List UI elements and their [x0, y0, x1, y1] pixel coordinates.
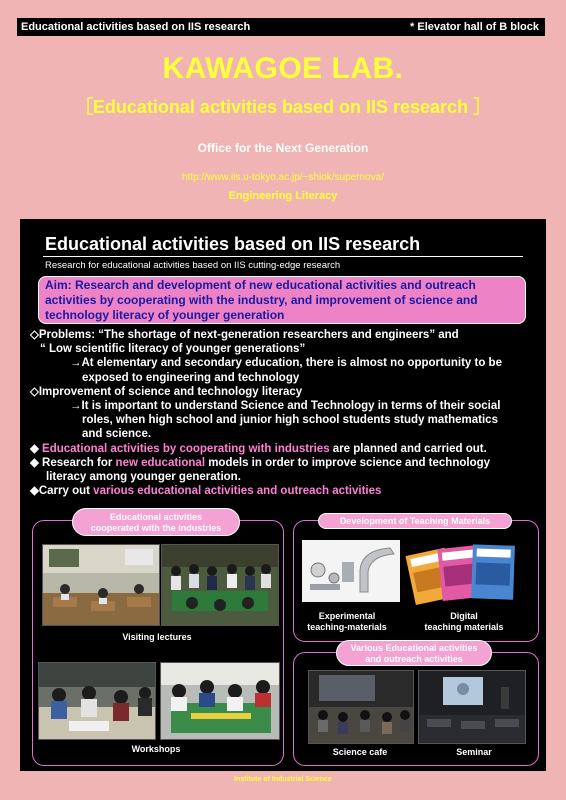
workshop-photo-2 — [160, 662, 280, 740]
bullet-text: models in order to improve science and technology — [205, 456, 491, 469]
bullet-highlight: various educational activities and outreach activities — [93, 485, 382, 498]
caption-line: Experimental — [318, 611, 376, 621]
body-line: and science. — [82, 428, 152, 441]
pill-line: cooperated with the industries — [90, 523, 222, 533]
body-line: →At elementary and secondary education, there is almost no opportunity to be — [70, 357, 502, 370]
caption-visiting-lectures: Visiting lectures — [122, 632, 192, 642]
caption-workshops: Workshops — [131, 744, 181, 754]
caption-line: teaching materials — [424, 622, 504, 632]
office-name: Office for the Next Generation — [197, 141, 369, 155]
digital-material-photo — [404, 539, 524, 607]
footer-institute: Institute of Industrial Science — [234, 776, 332, 783]
experimental-material-photo — [302, 540, 400, 602]
science-cafe-photo — [308, 670, 414, 744]
body-text — [30, 328, 540, 498]
panel-title: Educational activities based on IIS research — [45, 234, 421, 254]
bullet-highlight: new educational — [115, 456, 206, 469]
pill-line: Development of Teaching Materials — [339, 516, 491, 526]
industry-pill — [72, 508, 240, 536]
pill-line: and outreach activities — [365, 654, 463, 664]
bullet-marker: ◆ — [30, 442, 43, 455]
body-line: exposed to engineering and technology — [82, 371, 300, 384]
caption-seminar: Seminar — [456, 747, 492, 757]
subtitle: ［Educational activities based on IIS research ］ — [74, 97, 492, 117]
caption-line: teaching-materials — [307, 622, 387, 632]
bullet-industries — [30, 442, 540, 456]
lab-title: KAWAGOE LAB. — [162, 52, 404, 85]
aim-box — [38, 276, 526, 324]
title-divider — [43, 256, 523, 257]
body-line: ◇Improvement of science and technology literacy — [30, 385, 303, 398]
body-line: ◇Problems: “The shortage of next-generation researchers and engineers” and — [30, 329, 459, 341]
panel-subtitle: Research for educational activities based on IIS cutting-edge research — [45, 260, 341, 271]
aim-line: technology literacy of younger generation — [45, 308, 285, 322]
visiting-lecture-photo-1 — [42, 544, 160, 626]
body-line: “ Low scientific literacy of younger generations” — [40, 343, 306, 356]
bullet-highlight: Educational activities by cooperating with industries — [42, 442, 330, 455]
materials-pill — [318, 513, 512, 529]
bullet-outreach — [30, 484, 540, 498]
aim-line: Aim: Research and development of new educational activities and outreach — [45, 278, 476, 292]
seminar-photo — [418, 670, 526, 744]
body-line: roles, when high school and junior high school students study mathematics — [82, 414, 498, 427]
body-line: →It is important to understand Science and Technology in terms of their social — [70, 400, 501, 413]
workshop-photo-1 — [38, 662, 156, 740]
top-bar-right: * Elevator hall of B block — [410, 21, 539, 33]
top-bar-left: Educational activities based on IIS research — [21, 21, 251, 33]
bullet-text: ◆Carry out — [30, 485, 94, 498]
bullet-text: ◆ Research for — [30, 456, 116, 469]
caption-experimental — [292, 611, 402, 633]
engineering-literacy: Engineering Literacy — [228, 190, 338, 202]
bullet-text: are planned and carried out. — [329, 442, 487, 455]
caption-line: Digital — [450, 611, 478, 621]
lab-url[interactable]: http://www.iis.u-tokyo.ac.jp/~shiok/supernova/ — [181, 172, 385, 183]
caption-science-cafe: Science cafe — [332, 747, 388, 757]
pill-line: Educational activities — [109, 512, 203, 522]
body-line: literacy among younger generation. — [46, 471, 241, 484]
bullet-models — [30, 456, 540, 470]
outreach-pill — [336, 640, 492, 666]
pill-line: Various Educational activities — [350, 643, 478, 653]
main-panel — [20, 219, 546, 771]
aim-line: activities by cooperating with the industry, and improvement of science and — [45, 293, 478, 307]
top-bar — [17, 18, 545, 36]
caption-digital — [412, 611, 516, 633]
visiting-lecture-photo-2 — [161, 544, 279, 626]
